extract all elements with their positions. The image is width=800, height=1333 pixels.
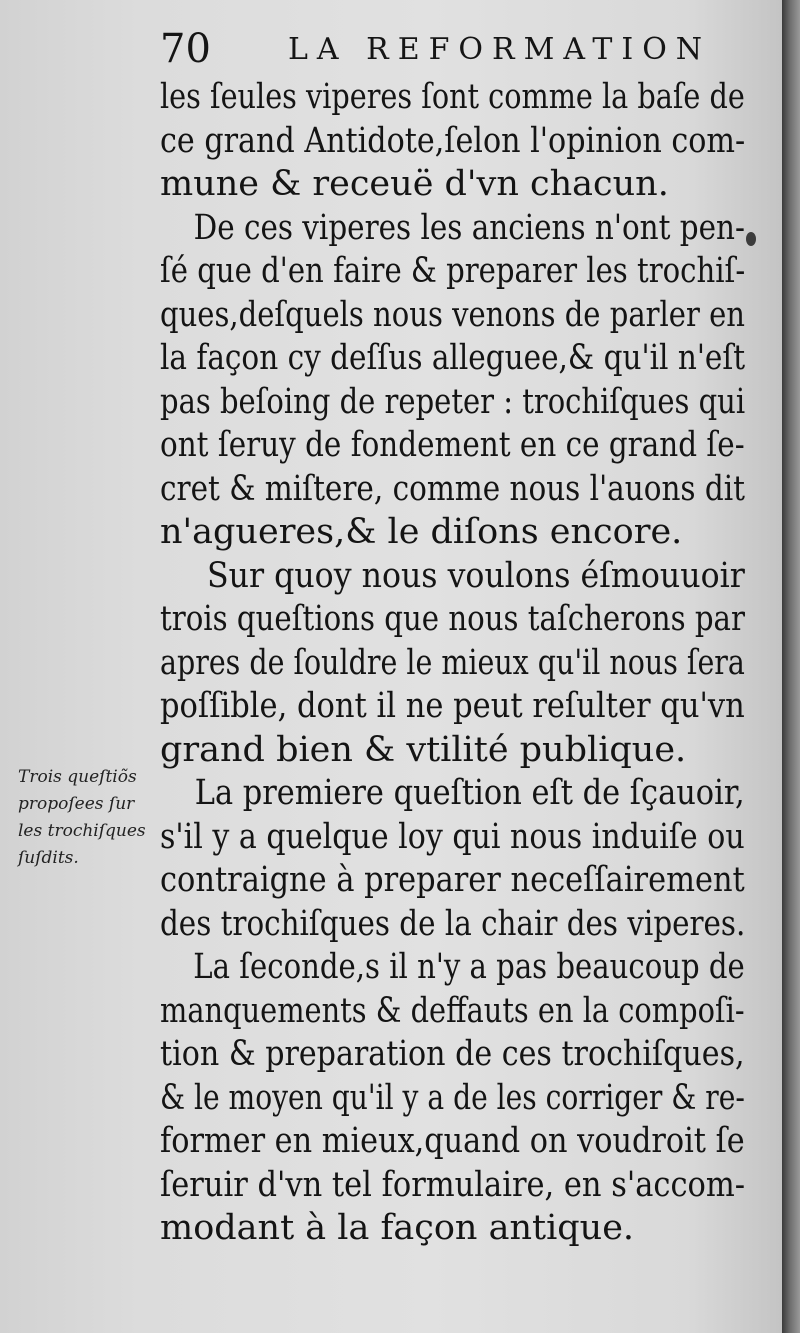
- marginal-note: [18, 764, 168, 872]
- text-line: pas beſoing de repeter : trochiſques qui: [160, 381, 746, 422]
- text-line: tion & preparation de ces trochiſques,: [160, 1034, 745, 1074]
- marginal-note-line: ſuſdits.: [18, 848, 79, 868]
- text-line: s'il y a quelque loy qui nous induiſe ou: [160, 816, 745, 857]
- text-line: ce grand Antidote,ſelon l'opinion com-: [160, 120, 746, 161]
- page-edge-shadow: [782, 0, 800, 1333]
- paragraph-start-line: La premiere queſtion eſt de ſçauoir,: [194, 773, 745, 813]
- paragraph-start-line: De ces viperes les anciens n'ont pen-: [193, 207, 745, 248]
- text-line: ont ſeruy de fondement en ce grand ſe-: [160, 425, 745, 465]
- text-line: apres de ſouldre le mieux qu'il nous ſera: [160, 642, 745, 683]
- text-line: contraigne à preparer neceſſairement: [160, 860, 745, 900]
- body-text: [160, 76, 745, 1251]
- ink-spot: [746, 232, 756, 246]
- text-line: ſeruir d'vn tel formulaire, en s'accom-: [160, 1164, 746, 1205]
- text-line: mune & receuë d'vn chacun.: [160, 164, 669, 204]
- text-line: les ſeules viperes ſont comme la baſe de: [160, 77, 745, 117]
- page-number: 70: [160, 26, 211, 72]
- running-head: [160, 22, 740, 72]
- text-line: poſſible, dont il ne peut reſulter qu'vn: [160, 686, 745, 726]
- text-line: la façon cy deſſus alleguee,& qu'il n'eſt: [160, 338, 746, 378]
- paragraph-start-line: La ſeconde,s il n'y a pas beaucoup de: [193, 947, 745, 987]
- text-line: cret & miſtere, comme nous l'auons dit: [160, 468, 746, 509]
- text-line: grand bien & vtilité publique.: [160, 729, 687, 770]
- text-line: des trochiſques de la chair des viperes.: [160, 903, 746, 944]
- text-line: ſé que d'en faire & preparer les trochiſ-: [160, 251, 746, 291]
- paragraph-start-line: Sur quoy nous voulons éſmouuoir: [206, 555, 745, 596]
- text-line: former en mieux,quand on voudroit ſe: [160, 1121, 745, 1161]
- text-line: manquements & deffauts en la compoſi-: [160, 990, 745, 1031]
- text-line: n'agueres,& le diſons encore.: [160, 512, 683, 552]
- text-line: ques,deſquels nous venons de parler en: [160, 294, 746, 335]
- text-line: & le moyen qu'il y a de les corriger & re-: [160, 1077, 745, 1118]
- marginal-note-line: propoſees ſur: [18, 794, 135, 814]
- text-line: modant à la façon antique.: [160, 1208, 635, 1248]
- marginal-note-line: les trochiſques: [18, 821, 146, 841]
- text-line: trois queſtions que nous taſcherons par: [160, 599, 745, 639]
- running-title: LA REFORMATION: [288, 32, 712, 67]
- marginal-note-line: Trois queſtiõs: [18, 767, 137, 787]
